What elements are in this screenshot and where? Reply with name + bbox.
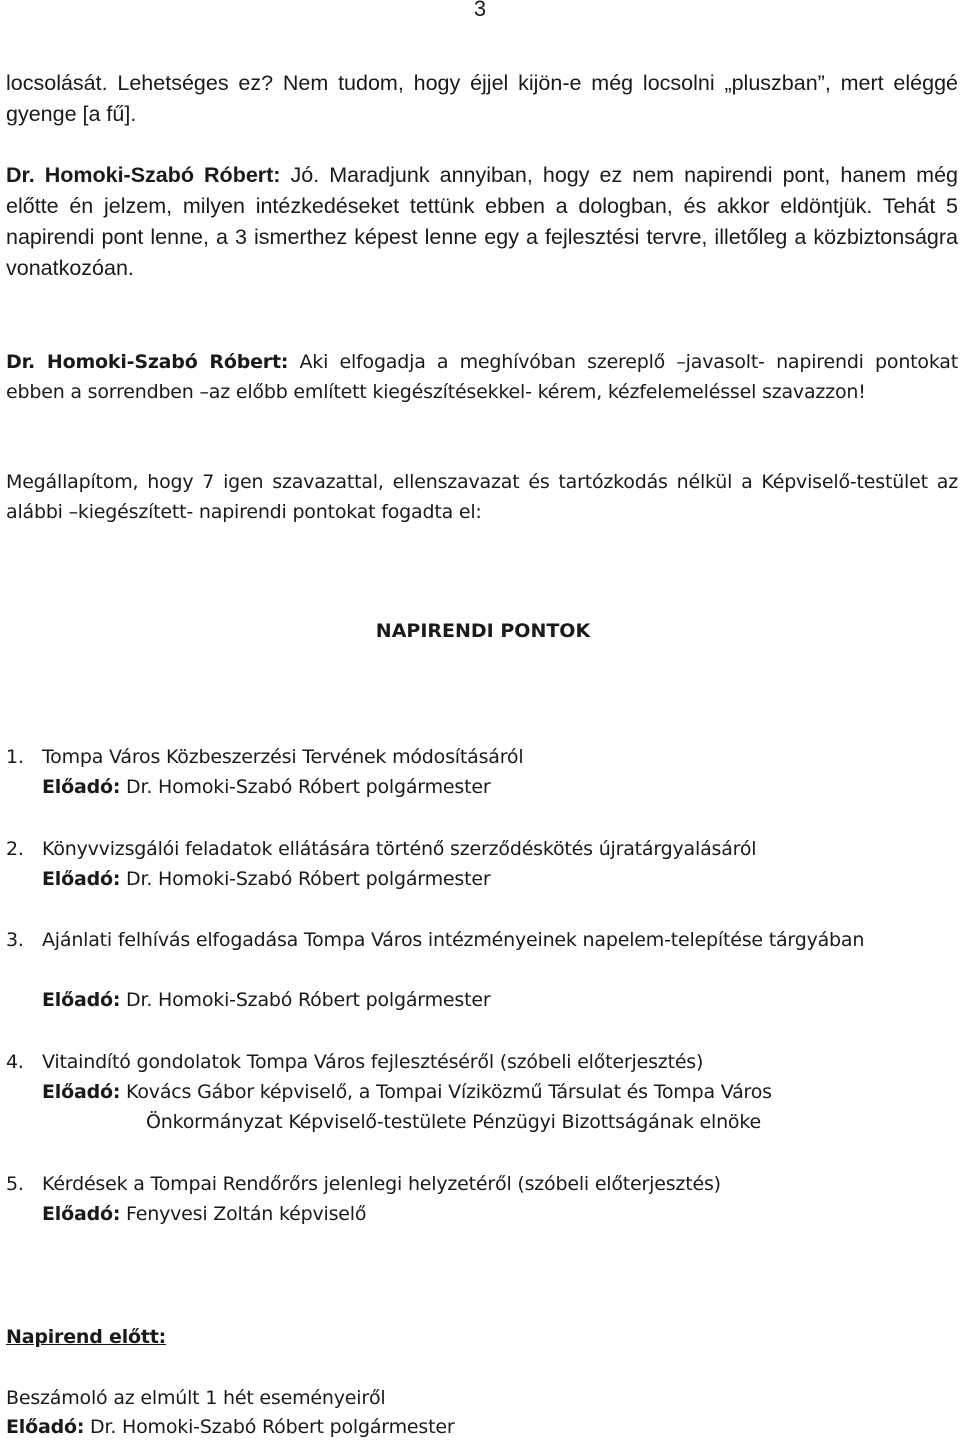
item-2-presenter [42, 864, 490, 894]
item-title: Kérdések a Tompai Rendőrőrs jelenlegi helyzetéről (szóbeli előterjesztés) [42, 1173, 721, 1195]
presenter-name: Kovács Gábor képviselő, a Tompai Víziközmű Társulat és Tompa Város [120, 1081, 772, 1103]
before-agenda-title-text: Napirend előtt: [6, 1326, 167, 1348]
item-3-presenter [42, 985, 490, 1015]
presenter-label: Előadó: [42, 776, 121, 798]
paragraph-3 [6, 347, 958, 407]
item-title: Ajánlati felhívás elfogadása Tompa Város intézményeinek napelem-telepítése tárgyában [42, 929, 865, 951]
paragraph-2 [6, 160, 958, 284]
item-title: Vitaindító gondolatok Tompa Város fejlesztéséről (szóbeli előterjesztés) [42, 1051, 704, 1073]
presenter-label: Előadó: [42, 989, 121, 1011]
before-agenda-presenter [6, 1412, 958, 1442]
before-agenda-title [6, 1322, 958, 1352]
presenter-label: Előadó: [42, 868, 121, 890]
item-1-presenter [42, 772, 490, 802]
item-5-presenter [42, 1199, 366, 1229]
before-agenda-text: Beszámoló az elmúlt 1 hét eseményeiről [6, 1387, 386, 1409]
item-title: Könyvvizsgálói feladatok ellátására történő szerződéskötés újratárgyalásáról [42, 838, 757, 860]
speaker-name: Dr. Homoki-Szabó Róbert: [6, 351, 289, 373]
page-number: 3 [473, 0, 487, 21]
presenter-name: Dr. Homoki-Szabó Róbert polgármester [120, 776, 491, 798]
presenter-name: Dr. Homoki-Szabó Róbert polgármester [84, 1416, 455, 1438]
item-4-presenter-cont: Önkormányzat Képviselő-testülete Pénzügyi Bizottságának elnöke [146, 1111, 761, 1133]
paragraph-2-text: Jó. Maradjunk annyiban, hogy ez nem napirendi pont, hanem még előtte én jelzem, milyen intézkedéseket tettünk ebben a dologban, és akkor eldöntjük. Tehát 5 napirendi pont lenne, a 3 ismerthez képest lenne egy a fejlesztési tervre, illetőleg a közbiztonságra vonatkozóan. [6, 163, 958, 280]
item-number: 2. [6, 838, 24, 860]
item-4-presenter [42, 1077, 772, 1107]
paragraph-1: locsolását. Lehetséges ez? Nem tudom, hogy éjjel kijön-e még locsolni „pluszban”, mert eléggé gyenge [a fű]. [6, 71, 958, 126]
presenter-label: Előadó: [42, 1203, 121, 1225]
item-number: 3. [6, 929, 24, 951]
presenter-name: Dr. Homoki-Szabó Róbert polgármester [120, 868, 491, 890]
item-number: 5. [6, 1173, 24, 1195]
paragraph-4: Megállapítom, hogy 7 igen szavazattal, ellenszavazat és tartózkodás nélkül a Képviselő-testület az alábbi –kiegészített- napirendi pontokat fogadta el: [6, 471, 958, 523]
presenter-label: Előadó: [42, 1081, 121, 1103]
agenda-heading: NAPIRENDI PONTOK [375, 620, 591, 642]
item-number: 1. [6, 746, 24, 768]
speaker-name: Dr. Homoki-Szabó Róbert: [6, 163, 281, 187]
presenter-name: Dr. Homoki-Szabó Róbert polgármester [120, 989, 491, 1011]
item-title: Tompa Város Közbeszerzési Tervének módosításáról [42, 746, 524, 768]
paragraph-3-text: Aki elfogadja a meghívóban szereplő –javasolt- napirendi pontokat ebben a sorrendben –az előbb említett kiegészítésekkel- kérem, kézfelemeléssel szavazzon! [6, 351, 959, 403]
presenter-name: Fenyvesi Zoltán képviselő [120, 1203, 367, 1225]
item-number: 4. [6, 1051, 24, 1073]
presenter-label: Előadó: [6, 1416, 85, 1438]
